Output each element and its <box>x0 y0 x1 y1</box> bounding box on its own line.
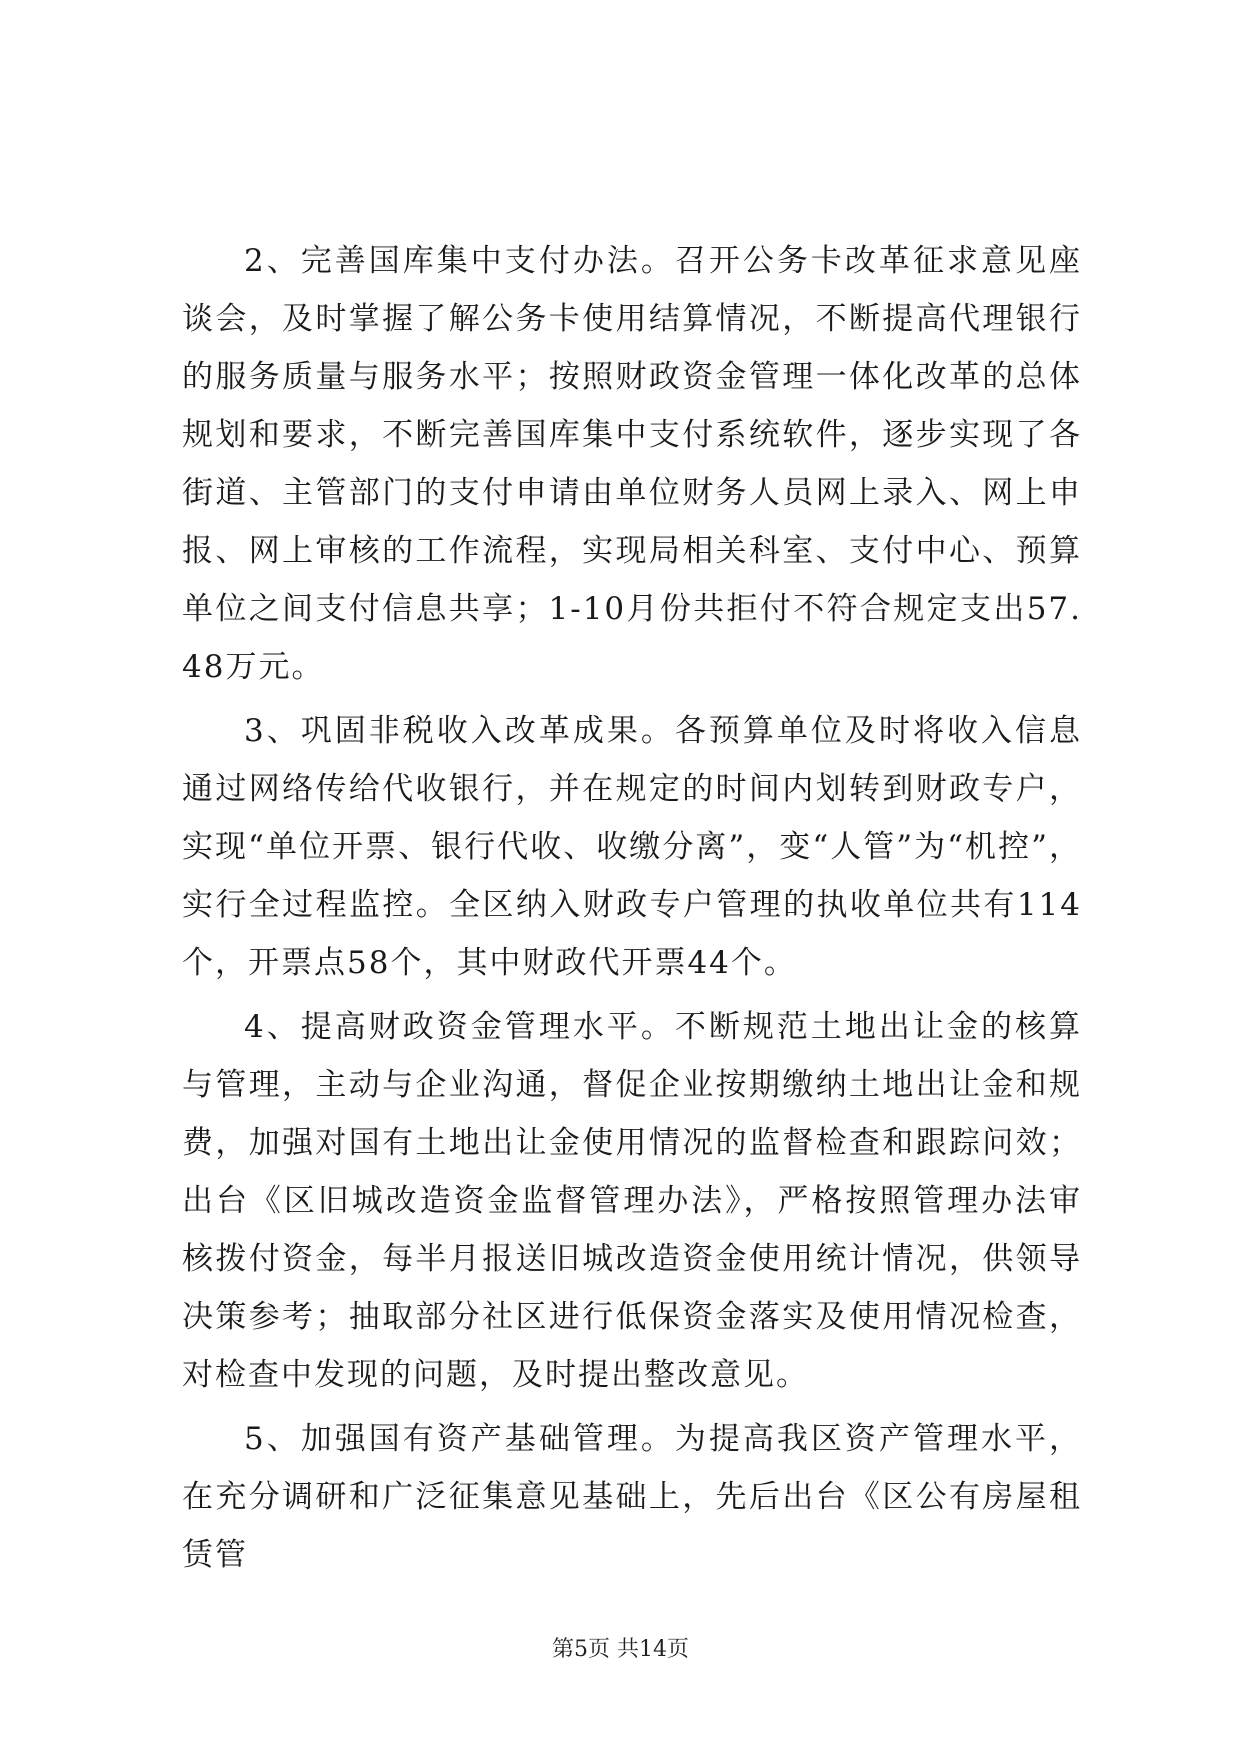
paragraph-item-2: 2、完善国库集中支付办法。召开公务卡改革征求意见座谈会，及时掌握了解公务卡使用结算情况，不断提高代理银行的服务质量与服务水平；按照财政资金管理一体化改革的总体规划和要求，不断完善国库集中支付系统软件，逐步实现了各街道、主管部门的支付申请由单位财务人员网上录入、网上申报、网上审核的工作流程，实现局相关科室、支付中心、预算单位之间支付信息共享；1-10月份共拒付不符合规定支出57.48万元。 <box>182 243 1082 685</box>
paragraph-item-5: 5、加强国有资产基础管理。为提高我区资产管理水平，在充分调研和广泛征集意见基础上，先后出台《区公有房屋租赁管 <box>182 1421 1082 1573</box>
page-number-footer: 第5页 共14页 <box>552 1637 689 1662</box>
paragraph-item-4: 4、提高财政资金管理水平。不断规范土地出让金的核算与管理，主动与企业沟通，督促企业按期缴纳土地出让金和规费，加强对国有土地出让金使用情况的监督检查和跟踪问效；出台《区旧城改造资金监督管理办法》，严格按照管理办法审核拨付资金，每半月报送旧城改造资金使用统计情况，供领导决策参考；抽取部分社区进行低保资金落实及使用情况检查，对检查中发现的问题，及时提出整改意见。 <box>182 1009 1082 1393</box>
paragraph-item-3: 3、巩固非税收入改革成果。各预算单位及时将收入信息通过网络传给代收银行，并在规定的时间内划转到财政专户，实现“单位开票、银行代收、收缴分离”，变“人管”为“机控”，实行全过程监控。全区纳入财政专户管理的执收单位共有114个，开票点58个，其中财政代开票44个。 <box>182 713 1082 981</box>
document-body <box>182 232 1082 1590</box>
